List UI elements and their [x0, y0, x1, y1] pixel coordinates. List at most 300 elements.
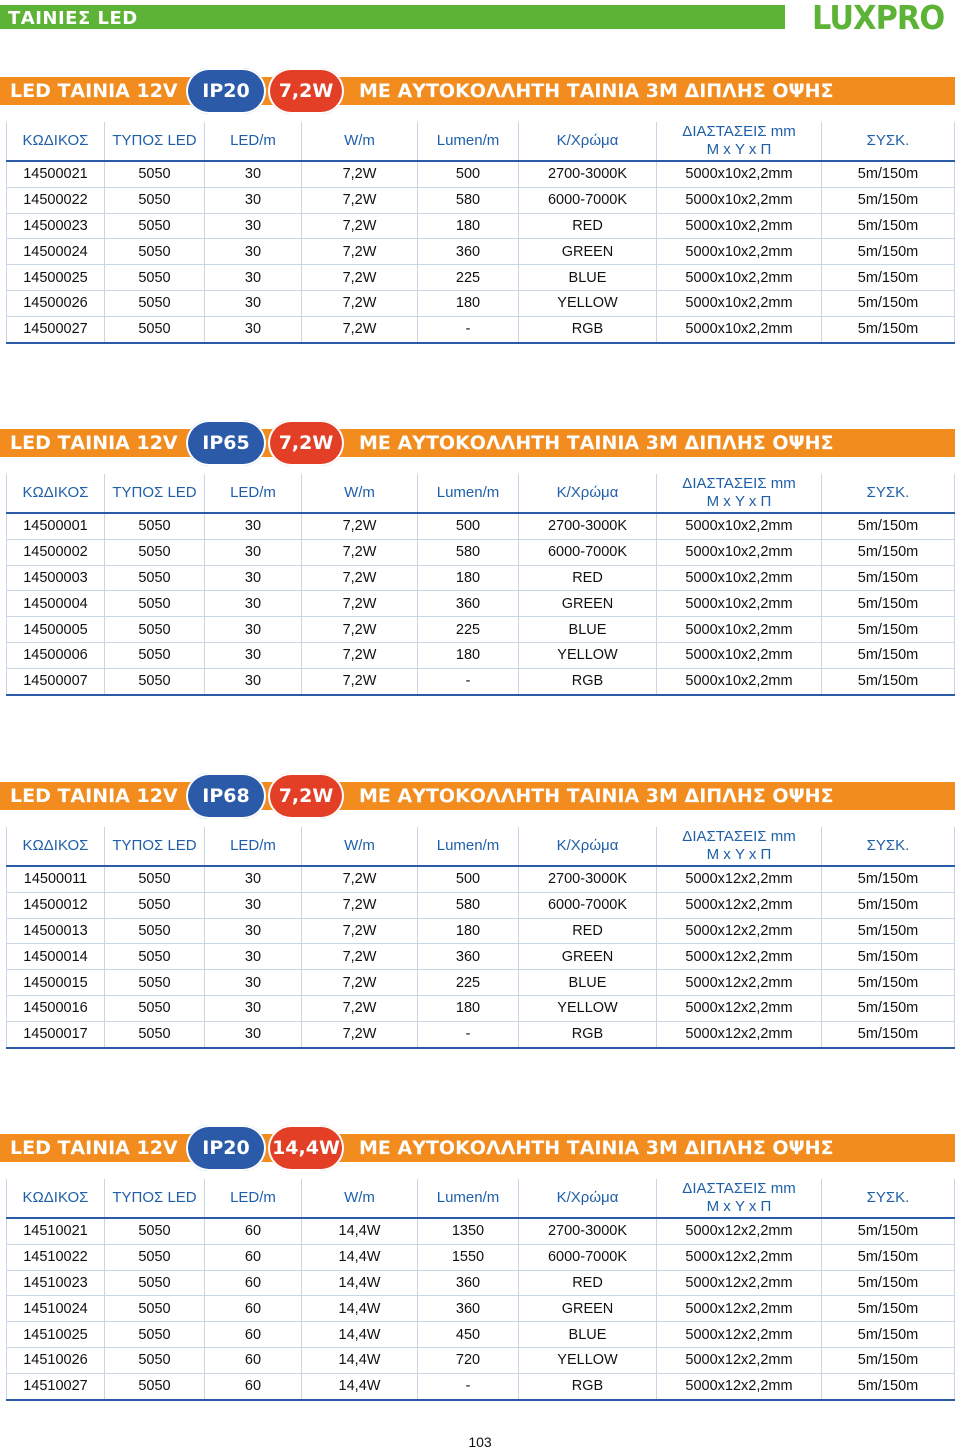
table-cell: 7,2W: [302, 970, 418, 996]
table-cell: 5050: [105, 1347, 205, 1373]
table-cell: 30: [205, 918, 302, 944]
table-cell: 30: [205, 668, 302, 694]
table-cell: 5m/150m: [822, 1347, 955, 1373]
table-cell: 5050: [105, 565, 205, 591]
table-row: [7, 970, 955, 996]
table-cell: 1550: [418, 1244, 519, 1270]
product-section: [0, 1125, 960, 1397]
table-row: [7, 995, 955, 1021]
table-cell: 5050: [105, 1021, 205, 1047]
table-row: [7, 617, 955, 643]
table-row: [7, 668, 955, 694]
table-cell: 5000x12x2,2mm: [657, 866, 822, 892]
column-header: ΣΥΣΚ.: [822, 122, 955, 161]
page-title: ΤΑΙΝΙΕΣ LED: [8, 8, 138, 29]
table-cell: 5m/150m: [822, 617, 955, 643]
wattage-badge: 7,2W: [268, 420, 344, 466]
table-cell: 14,4W: [302, 1218, 418, 1244]
table-cell: 14510025: [7, 1322, 105, 1348]
column-header: W/m: [302, 474, 418, 513]
table-cell: 7,2W: [302, 1021, 418, 1047]
table-cell: 180: [418, 995, 519, 1021]
table-cell: 5000x12x2,2mm: [657, 1270, 822, 1296]
table-cell: 7,2W: [302, 316, 418, 342]
column-header: LED/m: [205, 1179, 302, 1218]
table-cell: 5m/150m: [822, 668, 955, 694]
wattage-badge: 7,2W: [268, 68, 344, 114]
table-row: [7, 1347, 955, 1373]
table-cell: 14,4W: [302, 1244, 418, 1270]
table-cell: 14500005: [7, 617, 105, 643]
column-header: ΔΙΑΣΤΑΣΕΙΣ mm Μ x Υ x Π: [657, 474, 822, 513]
table-cell: 5000x10x2,2mm: [657, 513, 822, 539]
table-cell: 2700-3000K: [519, 1218, 657, 1244]
table-cell: 5000x12x2,2mm: [657, 918, 822, 944]
table-cell: 60: [205, 1296, 302, 1322]
column-header: ΚΩΔΙΚΟΣ: [7, 1179, 105, 1218]
table-cell: 5050: [105, 539, 205, 565]
table-cell: YELLOW: [519, 1347, 657, 1373]
table-cell: 180: [418, 642, 519, 668]
table-cell: 450: [418, 1322, 519, 1348]
table-cell: 7,2W: [302, 866, 418, 892]
table-cell: 580: [418, 539, 519, 565]
table-row: [7, 239, 955, 265]
table-cell: 5m/150m: [822, 995, 955, 1021]
table-cell: 360: [418, 944, 519, 970]
table-cell: 14500004: [7, 591, 105, 617]
table-cell: 5000x10x2,2mm: [657, 239, 822, 265]
table-cell: -: [418, 316, 519, 342]
table-row: [7, 213, 955, 239]
table-cell: 5m/150m: [822, 944, 955, 970]
table-cell: GREEN: [519, 944, 657, 970]
table-cell: 5m/150m: [822, 316, 955, 342]
table-row: [7, 265, 955, 291]
table-cell: 7,2W: [302, 565, 418, 591]
table-cell: 5000x10x2,2mm: [657, 591, 822, 617]
table-cell: 5m/150m: [822, 1296, 955, 1322]
table-cell: 5m/150m: [822, 1270, 955, 1296]
table-row: [7, 1322, 955, 1348]
table-cell: 14500007: [7, 668, 105, 694]
table-cell: 30: [205, 539, 302, 565]
table-cell: 30: [205, 995, 302, 1021]
column-header: ΤΥΠΟΣ LED: [105, 827, 205, 866]
table-row: [7, 892, 955, 918]
table-cell: 30: [205, 565, 302, 591]
table-cell: 180: [418, 918, 519, 944]
table-cell: RGB: [519, 316, 657, 342]
table-cell: 30: [205, 866, 302, 892]
table-cell: 5000x10x2,2mm: [657, 668, 822, 694]
table-cell: 60: [205, 1347, 302, 1373]
table-cell: 30: [205, 265, 302, 291]
table-cell: 5m/150m: [822, 213, 955, 239]
table-cell: 5050: [105, 161, 205, 187]
table-cell: 14,4W: [302, 1296, 418, 1322]
table-cell: 5000x10x2,2mm: [657, 290, 822, 316]
table-cell: 5000x10x2,2mm: [657, 617, 822, 643]
table-cell: 30: [205, 970, 302, 996]
table-cell: 5m/150m: [822, 1021, 955, 1047]
column-header: W/m: [302, 827, 418, 866]
table-cell: 5m/150m: [822, 290, 955, 316]
table-cell: 5m/150m: [822, 513, 955, 539]
table-cell: 5m/150m: [822, 918, 955, 944]
table-cell: 6000-7000K: [519, 187, 657, 213]
table-row: [7, 918, 955, 944]
table-cell: 5050: [105, 316, 205, 342]
table-cell: 5000x10x2,2mm: [657, 213, 822, 239]
page-number: 103: [468, 1434, 492, 1450]
table-cell: 30: [205, 892, 302, 918]
table-cell: RGB: [519, 1021, 657, 1047]
section-title: LED ΤΑΙΝΙΑ 12V: [10, 432, 178, 454]
table-cell: 14,4W: [302, 1322, 418, 1348]
table-cell: 60: [205, 1373, 302, 1399]
table-cell: 5050: [105, 1322, 205, 1348]
column-header: LED/m: [205, 122, 302, 161]
table-cell: RED: [519, 565, 657, 591]
brand-logo: LUXPRO: [812, 0, 945, 37]
section-title: LED ΤΑΙΝΙΑ 12V: [10, 80, 178, 102]
table-cell: 5m/150m: [822, 1373, 955, 1399]
table-cell: 5m/150m: [822, 591, 955, 617]
table-cell: 5000x12x2,2mm: [657, 970, 822, 996]
table-cell: 6000-7000K: [519, 539, 657, 565]
table-cell: BLUE: [519, 970, 657, 996]
section-title: LED ΤΑΙΝΙΑ 12V: [10, 1137, 178, 1159]
table-cell: 7,2W: [302, 187, 418, 213]
table-row: [7, 290, 955, 316]
table-cell: 60: [205, 1270, 302, 1296]
table-cell: RED: [519, 213, 657, 239]
column-header: Κ/Χρώμα: [519, 827, 657, 866]
table-cell: 5050: [105, 513, 205, 539]
table-header-row: [7, 474, 955, 513]
table-cell: 5050: [105, 918, 205, 944]
column-header: Κ/Χρώμα: [519, 122, 657, 161]
table-cell: 5000x10x2,2mm: [657, 265, 822, 291]
column-header: ΚΩΔΙΚΟΣ: [7, 827, 105, 866]
table-cell: BLUE: [519, 265, 657, 291]
table-row: [7, 1218, 955, 1244]
table-cell: 5050: [105, 1270, 205, 1296]
table-row: [7, 591, 955, 617]
column-header: ΣΥΣΚ.: [822, 827, 955, 866]
table-cell: RGB: [519, 668, 657, 694]
table-cell: 14510024: [7, 1296, 105, 1322]
table-cell: 14500017: [7, 1021, 105, 1047]
table-cell: 7,2W: [302, 892, 418, 918]
table-cell: 5050: [105, 1218, 205, 1244]
table-cell: 5m/150m: [822, 1244, 955, 1270]
table-cell: 6000-7000K: [519, 1244, 657, 1270]
table-cell: 14510022: [7, 1244, 105, 1270]
column-header: ΔΙΑΣΤΑΣΕΙΣ mm Μ x Υ x Π: [657, 122, 822, 161]
table-cell: 5000x10x2,2mm: [657, 565, 822, 591]
table-cell: 5050: [105, 866, 205, 892]
table-cell: BLUE: [519, 617, 657, 643]
table-cell: 5000x12x2,2mm: [657, 995, 822, 1021]
table-cell: 7,2W: [302, 617, 418, 643]
table-cell: 60: [205, 1218, 302, 1244]
wattage-badge: 7,2W: [268, 773, 344, 819]
table-cell: -: [418, 668, 519, 694]
table-cell: 30: [205, 239, 302, 265]
product-section: [0, 773, 960, 1045]
table-cell: 7,2W: [302, 642, 418, 668]
table-cell: 14500011: [7, 866, 105, 892]
table-cell: 5000x12x2,2mm: [657, 1322, 822, 1348]
table-row: [7, 1373, 955, 1399]
section-title: LED ΤΑΙΝΙΑ 12V: [10, 785, 178, 807]
table-cell: 720: [418, 1347, 519, 1373]
table-cell: 180: [418, 290, 519, 316]
table-cell: 5050: [105, 970, 205, 996]
table-cell: 30: [205, 513, 302, 539]
section-subtitle: ΜΕ ΑΥΤΟΚΟΛΛΗΤΗ ΤΑΙΝΙΑ 3M ΔΙΠΛΗΣ ΟΨΗΣ: [359, 1137, 834, 1159]
table-cell: YELLOW: [519, 290, 657, 316]
table-cell: 2700-3000K: [519, 866, 657, 892]
table-cell: 180: [418, 565, 519, 591]
table-cell: 7,2W: [302, 513, 418, 539]
table-cell: 5050: [105, 187, 205, 213]
table-cell: 7,2W: [302, 944, 418, 970]
column-header: ΤΥΠΟΣ LED: [105, 122, 205, 161]
table-cell: RED: [519, 1270, 657, 1296]
table-cell: 5m/150m: [822, 187, 955, 213]
table-cell: 30: [205, 213, 302, 239]
table-cell: 7,2W: [302, 591, 418, 617]
table-cell: 500: [418, 866, 519, 892]
table-cell: 30: [205, 944, 302, 970]
table-cell: 14510023: [7, 1270, 105, 1296]
column-header: Κ/Χρώμα: [519, 1179, 657, 1218]
table-cell: 225: [418, 265, 519, 291]
table-cell: YELLOW: [519, 642, 657, 668]
ip-rating-badge: IP20: [186, 68, 266, 114]
ip-rating-badge: IP20: [186, 1125, 266, 1171]
table-row: [7, 1021, 955, 1047]
table-cell: 5m/150m: [822, 1218, 955, 1244]
table-cell: 5050: [105, 668, 205, 694]
product-table: [6, 474, 955, 696]
column-header: Lumen/m: [418, 122, 519, 161]
table-cell: 5050: [105, 892, 205, 918]
table-row: [7, 944, 955, 970]
table-cell: 5050: [105, 1296, 205, 1322]
column-header: LED/m: [205, 474, 302, 513]
table-cell: 5m/150m: [822, 239, 955, 265]
table-cell: 14500012: [7, 892, 105, 918]
table-cell: YELLOW: [519, 995, 657, 1021]
table-cell: 7,2W: [302, 668, 418, 694]
table-cell: 5050: [105, 265, 205, 291]
table-header-row: [7, 827, 955, 866]
column-header: Κ/Χρώμα: [519, 474, 657, 513]
table-cell: 30: [205, 290, 302, 316]
table-cell: 14500015: [7, 970, 105, 996]
table-cell: 14500025: [7, 265, 105, 291]
table-cell: 580: [418, 187, 519, 213]
table-cell: 5050: [105, 213, 205, 239]
ip-rating-badge: IP68: [186, 773, 266, 819]
table-cell: BLUE: [519, 1322, 657, 1348]
table-row: [7, 642, 955, 668]
table-cell: 5m/150m: [822, 1322, 955, 1348]
table-cell: 14510027: [7, 1373, 105, 1399]
table-cell: 7,2W: [302, 539, 418, 565]
table-cell: 7,2W: [302, 213, 418, 239]
table-cell: 5000x12x2,2mm: [657, 944, 822, 970]
column-header: ΔΙΑΣΤΑΣΕΙΣ mm Μ x Υ x Π: [657, 1179, 822, 1218]
table-cell: 5m/150m: [822, 265, 955, 291]
table-cell: 14500027: [7, 316, 105, 342]
table-cell: 5050: [105, 591, 205, 617]
table-cell: 14500024: [7, 239, 105, 265]
table-cell: 5050: [105, 642, 205, 668]
table-cell: 14500003: [7, 565, 105, 591]
table-cell: 500: [418, 161, 519, 187]
table-cell: 6000-7000K: [519, 892, 657, 918]
table-cell: 360: [418, 239, 519, 265]
section-subtitle: ΜΕ ΑΥΤΟΚΟΛΛΗΤΗ ΤΑΙΝΙΑ 3M ΔΙΠΛΗΣ ΟΨΗΣ: [359, 80, 834, 102]
table-cell: 5050: [105, 944, 205, 970]
table-row: [7, 1296, 955, 1322]
table-cell: -: [418, 1021, 519, 1047]
table-cell: 7,2W: [302, 290, 418, 316]
column-header: LED/m: [205, 827, 302, 866]
table-cell: 14500026: [7, 290, 105, 316]
table-row: [7, 316, 955, 342]
table-cell: 5050: [105, 239, 205, 265]
table-row: [7, 539, 955, 565]
table-row: [7, 1244, 955, 1270]
table-cell: 14500021: [7, 161, 105, 187]
table-cell: 5m/150m: [822, 642, 955, 668]
table-cell: 5000x10x2,2mm: [657, 539, 822, 565]
table-cell: 5m/150m: [822, 565, 955, 591]
ip-rating-badge: IP65: [186, 420, 266, 466]
table-cell: 580: [418, 892, 519, 918]
table-cell: 5050: [105, 290, 205, 316]
table-cell: 14510021: [7, 1218, 105, 1244]
table-cell: 5000x12x2,2mm: [657, 1373, 822, 1399]
table-cell: 14500002: [7, 539, 105, 565]
wattage-badge: 14,4W: [268, 1125, 344, 1171]
table-cell: 5000x10x2,2mm: [657, 161, 822, 187]
table-cell: 60: [205, 1322, 302, 1348]
table-cell: 5050: [105, 1244, 205, 1270]
table-cell: 360: [418, 1270, 519, 1296]
product-table: [6, 1179, 955, 1401]
table-cell: 14500023: [7, 213, 105, 239]
column-header: Lumen/m: [418, 474, 519, 513]
table-cell: 5000x12x2,2mm: [657, 892, 822, 918]
table-cell: 5000x10x2,2mm: [657, 316, 822, 342]
column-header: ΔΙΑΣΤΑΣΕΙΣ mm Μ x Υ x Π: [657, 827, 822, 866]
table-cell: 30: [205, 316, 302, 342]
table-row: [7, 1270, 955, 1296]
table-cell: 5000x12x2,2mm: [657, 1296, 822, 1322]
table-cell: 5050: [105, 617, 205, 643]
table-cell: 5m/150m: [822, 892, 955, 918]
table-row: [7, 513, 955, 539]
table-cell: RED: [519, 918, 657, 944]
table-cell: RGB: [519, 1373, 657, 1399]
column-header: ΚΩΔΙΚΟΣ: [7, 474, 105, 513]
table-cell: 5050: [105, 995, 205, 1021]
column-header: ΣΥΣΚ.: [822, 474, 955, 513]
table-cell: 14500013: [7, 918, 105, 944]
table-cell: 5000x10x2,2mm: [657, 642, 822, 668]
table-cell: 14,4W: [302, 1373, 418, 1399]
column-header: W/m: [302, 122, 418, 161]
column-header: ΣΥΣΚ.: [822, 1179, 955, 1218]
table-cell: 14500006: [7, 642, 105, 668]
product-section: [0, 420, 960, 692]
column-header: ΤΥΠΟΣ LED: [105, 474, 205, 513]
table-cell: 30: [205, 642, 302, 668]
table-cell: 7,2W: [302, 239, 418, 265]
product-table: [6, 827, 955, 1049]
table-cell: 5000x12x2,2mm: [657, 1021, 822, 1047]
table-cell: 5m/150m: [822, 970, 955, 996]
table-cell: 5m/150m: [822, 161, 955, 187]
table-cell: 60: [205, 1244, 302, 1270]
table-cell: 14500001: [7, 513, 105, 539]
table-header-row: [7, 1179, 955, 1218]
table-cell: 14500014: [7, 944, 105, 970]
table-cell: 7,2W: [302, 918, 418, 944]
table-row: [7, 866, 955, 892]
column-header: ΚΩΔΙΚΟΣ: [7, 122, 105, 161]
table-row: [7, 565, 955, 591]
table-row: [7, 187, 955, 213]
table-cell: 2700-3000K: [519, 161, 657, 187]
table-cell: 14500016: [7, 995, 105, 1021]
table-cell: GREEN: [519, 591, 657, 617]
table-cell: 30: [205, 187, 302, 213]
table-cell: 14,4W: [302, 1347, 418, 1373]
table-cell: 5m/150m: [822, 866, 955, 892]
table-cell: 500: [418, 513, 519, 539]
table-cell: 5000x12x2,2mm: [657, 1244, 822, 1270]
table-cell: 7,2W: [302, 161, 418, 187]
table-cell: 360: [418, 591, 519, 617]
table-cell: 2700-3000K: [519, 513, 657, 539]
table-cell: 5000x12x2,2mm: [657, 1218, 822, 1244]
table-cell: 7,2W: [302, 995, 418, 1021]
table-cell: 5m/150m: [822, 539, 955, 565]
table-cell: 30: [205, 1021, 302, 1047]
table-cell: 30: [205, 161, 302, 187]
table-cell: 5000x12x2,2mm: [657, 1347, 822, 1373]
table-cell: 30: [205, 591, 302, 617]
section-subtitle: ΜΕ ΑΥΤΟΚΟΛΛΗΤΗ ΤΑΙΝΙΑ 3M ΔΙΠΛΗΣ ΟΨΗΣ: [359, 432, 834, 454]
table-cell: 14,4W: [302, 1270, 418, 1296]
table-cell: -: [418, 1373, 519, 1399]
table-cell: 1350: [418, 1218, 519, 1244]
column-header: ΤΥΠΟΣ LED: [105, 1179, 205, 1218]
table-cell: 225: [418, 970, 519, 996]
header-bar: [0, 5, 785, 29]
table-cell: 14500022: [7, 187, 105, 213]
table-row: [7, 161, 955, 187]
column-header: Lumen/m: [418, 1179, 519, 1218]
